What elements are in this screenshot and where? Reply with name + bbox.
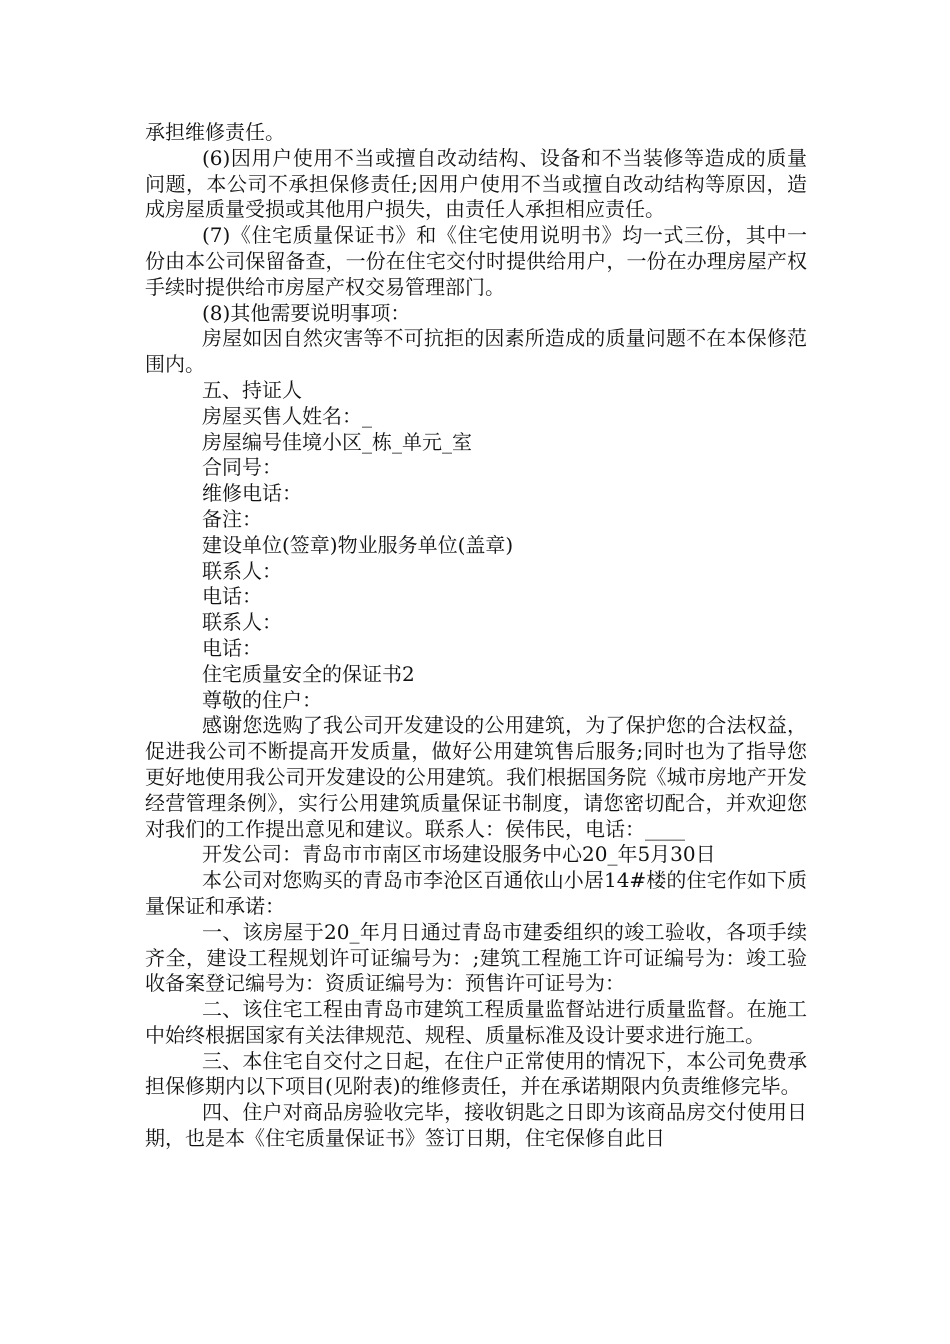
paragraph: 尊敬的住户：: [202, 687, 322, 712]
paragraph: 三、本住宅自交付之日起，在住户正常使用的情况下，本公司免费承担保修期内以下项目(见附表)的维修责任，并在承诺期限内负责维修完毕。: [145, 1048, 807, 1099]
paragraph: 联系人：: [202, 610, 282, 635]
paragraph: 房屋买售人姓名：_: [202, 403, 372, 428]
paragraph: 住宅质量安全的保证书2: [202, 661, 415, 686]
paragraph: 建设单位(签章)物业服务单位(盖章): [202, 532, 514, 557]
paragraph: 房屋编号佳境小区_栋_单元_室: [202, 429, 472, 454]
paragraph: (7)《住宅质量保证书》和《住宅使用说明书》均一式三份，其中一份由本公司保留备查，一份在住宅交付时提供给用户，一份在办理房屋产权手续时提供给市房屋产权交易管理部门。: [145, 223, 807, 299]
document-body: [145, 120, 807, 1152]
paragraph: 电话：: [202, 635, 262, 660]
paragraph: 备注：: [202, 506, 262, 531]
paragraph: (8)其他需要说明事项：: [202, 300, 411, 325]
paragraph: 五、持证人: [202, 377, 302, 402]
paragraph: 感谢您选购了我公司开发建设的公用建筑，为了保护您的合法权益，促进我公司不断提高开发质量，做好公用建筑售后服务;同时也为了指导您更好地使用我公司开发建设的公用建筑。我们根据国务院《城市房地产开发经营管理条例》，实行公用建筑质量保证书制度，请您密切配合，并欢迎您对我们的工作提出意见和建议。联系人：侯伟民，电话：____: [145, 713, 807, 841]
paragraph: 本公司对您购买的青岛市李沧区百通依山小居14#楼的住宅作如下质量保证和承诺：: [145, 868, 807, 918]
paragraph: 一、该房屋于20_年月日通过青岛市建委组织的竣工验收，各项手续齐全，建设工程规划许可证编号为：;建筑工程施工许可证编号为：竣工验收备案登记编号为：资质证编号为：预售许可证号为：: [145, 919, 807, 996]
paragraph: 联系人：: [202, 558, 282, 583]
paragraph: 电话：: [202, 584, 262, 609]
paragraph: 四、住户对商品房验收完毕，接收钥匙之日即为该商品房交付使用日期，也是本《住宅质量保证书》签订日期，住宅保修自此日: [145, 1100, 807, 1151]
paragraph: 开发公司：青岛市市南区市场建设服务中心20_年5月30日: [202, 842, 716, 867]
paragraph: (6)因用户使用不当或擅自改动结构、设备和不当装修等造成的质量问题，本公司不承担保修责任;因用户使用不当或擅自改动结构等原因，造成房屋质量受损或其他用户损失，由责任人承担相应责任。: [145, 145, 807, 222]
paragraph: 维修电话：: [202, 481, 302, 506]
paragraph: 合同号：: [202, 455, 282, 480]
paragraph: 房屋如因自然灾害等不可抗拒的因素所造成的质量问题不在本保修范围内。: [145, 326, 807, 377]
paragraph: 二、该住宅工程由青岛市建筑工程质量监督站进行质量监督。在施工中始终根据国家有关法律规范、规程、质量标准及设计要求进行施工。: [145, 997, 807, 1047]
paragraph: 承担维修责任。: [145, 120, 285, 144]
